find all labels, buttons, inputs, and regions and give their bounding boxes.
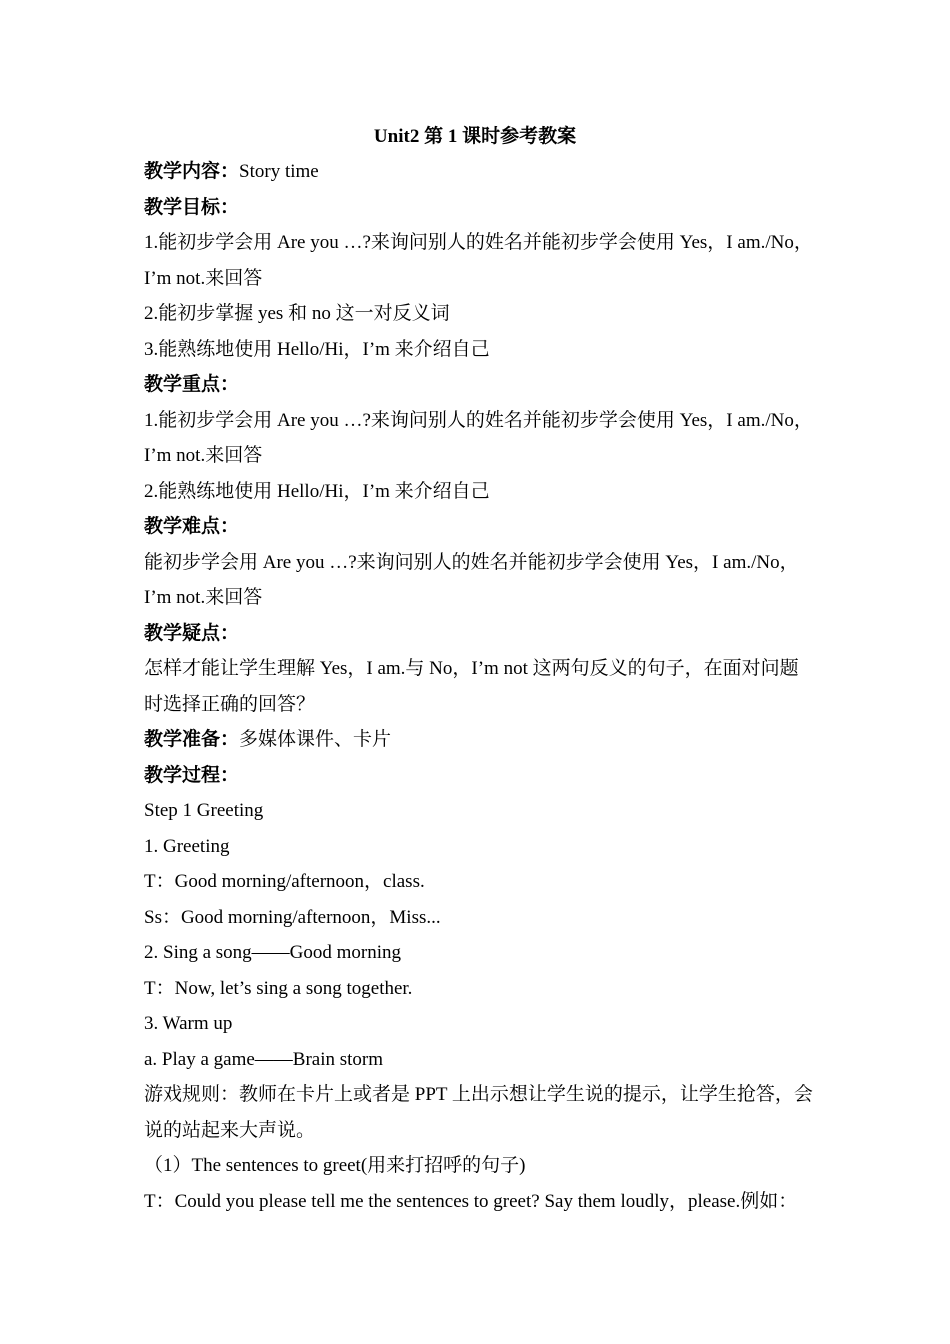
- content-value: Story time: [239, 161, 319, 182]
- difficulties-heading: 教学难点：: [144, 516, 240, 537]
- preparation-value: 多媒体课件、卡片: [239, 729, 392, 750]
- preparation-line: [144, 726, 812, 762]
- process-line: T：Now, let’s sing a song together.: [144, 977, 413, 999]
- doubts-line-a: 怎样才能让学生理解 Yes，I am.与 No，I’m not 这两句反义的句子，在面对问题: [144, 658, 799, 679]
- process-line: a. Play a game——Brain storm: [144, 1048, 384, 1070]
- doubts-heading: 教学疑点：: [144, 622, 240, 644]
- preparation-label: 教学准备：: [144, 729, 240, 750]
- objectives-heading: 教学目标：: [144, 196, 240, 218]
- difficulties-line-a: 能初步学会用 Are you …?来询问别人的姓名并能初步学会使用 Yes，I am./No，: [144, 551, 799, 573]
- objective-item-1b: I’m not.来回答: [144, 267, 263, 289]
- content-line: [144, 158, 812, 194]
- process-line: 说的站起来大声说。: [144, 1119, 316, 1141]
- process-line: Step 1 Greeting: [144, 800, 264, 821]
- key-point-item-1a: 1.能初步学会用 Are you …?来询问别人的姓名并能初步学会使用 Yes，I am./No，: [144, 409, 813, 431]
- process-line: （1）The sentences to greet(用来打招呼的句子): [144, 1155, 526, 1176]
- objective-item-2: 2.能初步掌握 yes 和 no 这一对反义词: [144, 303, 450, 324]
- document-body: [144, 158, 812, 1223]
- process-line: Ss：Good morning/afternoon，Miss...: [144, 906, 441, 928]
- process-line: 1. Greeting: [144, 835, 230, 857]
- page-title: Unit2 第 1 课时参考教案: [373, 126, 577, 147]
- doubts-line-b: 时选择正确的回答？: [144, 693, 316, 715]
- content-label: 教学内容：: [144, 161, 240, 182]
- key-point-item-2: 2.能熟练地使用 Hello/Hi，I’m 来介绍自己: [144, 480, 490, 502]
- key-points-heading: 教学重点：: [144, 374, 240, 395]
- process-line: 游戏规则：教师在卡片上或者是 PPT 上出示想让学生说的提示，让学生抢答，会: [144, 1084, 813, 1105]
- process-line: T：Could you please tell me the sentences to greet? Say them loudly，please.例如：: [144, 1190, 798, 1212]
- objective-item-1a: 1.能初步学会用 Are you …?来询问别人的姓名并能初步学会使用 Yes，I am./No，: [144, 232, 813, 253]
- process-line: 3. Warm up: [144, 1013, 233, 1034]
- process-line: T：Good morning/afternoon，class.: [144, 871, 425, 892]
- objective-item-3: 3.能熟练地使用 Hello/Hi，I’m 来介绍自己: [144, 338, 490, 360]
- process-line: 2. Sing a song——Good morning: [144, 942, 402, 963]
- difficulties-line-b: I’m not.来回答: [144, 587, 263, 608]
- key-point-item-1b: I’m not.来回答: [144, 445, 263, 466]
- process-heading: 教学过程：: [144, 764, 240, 786]
